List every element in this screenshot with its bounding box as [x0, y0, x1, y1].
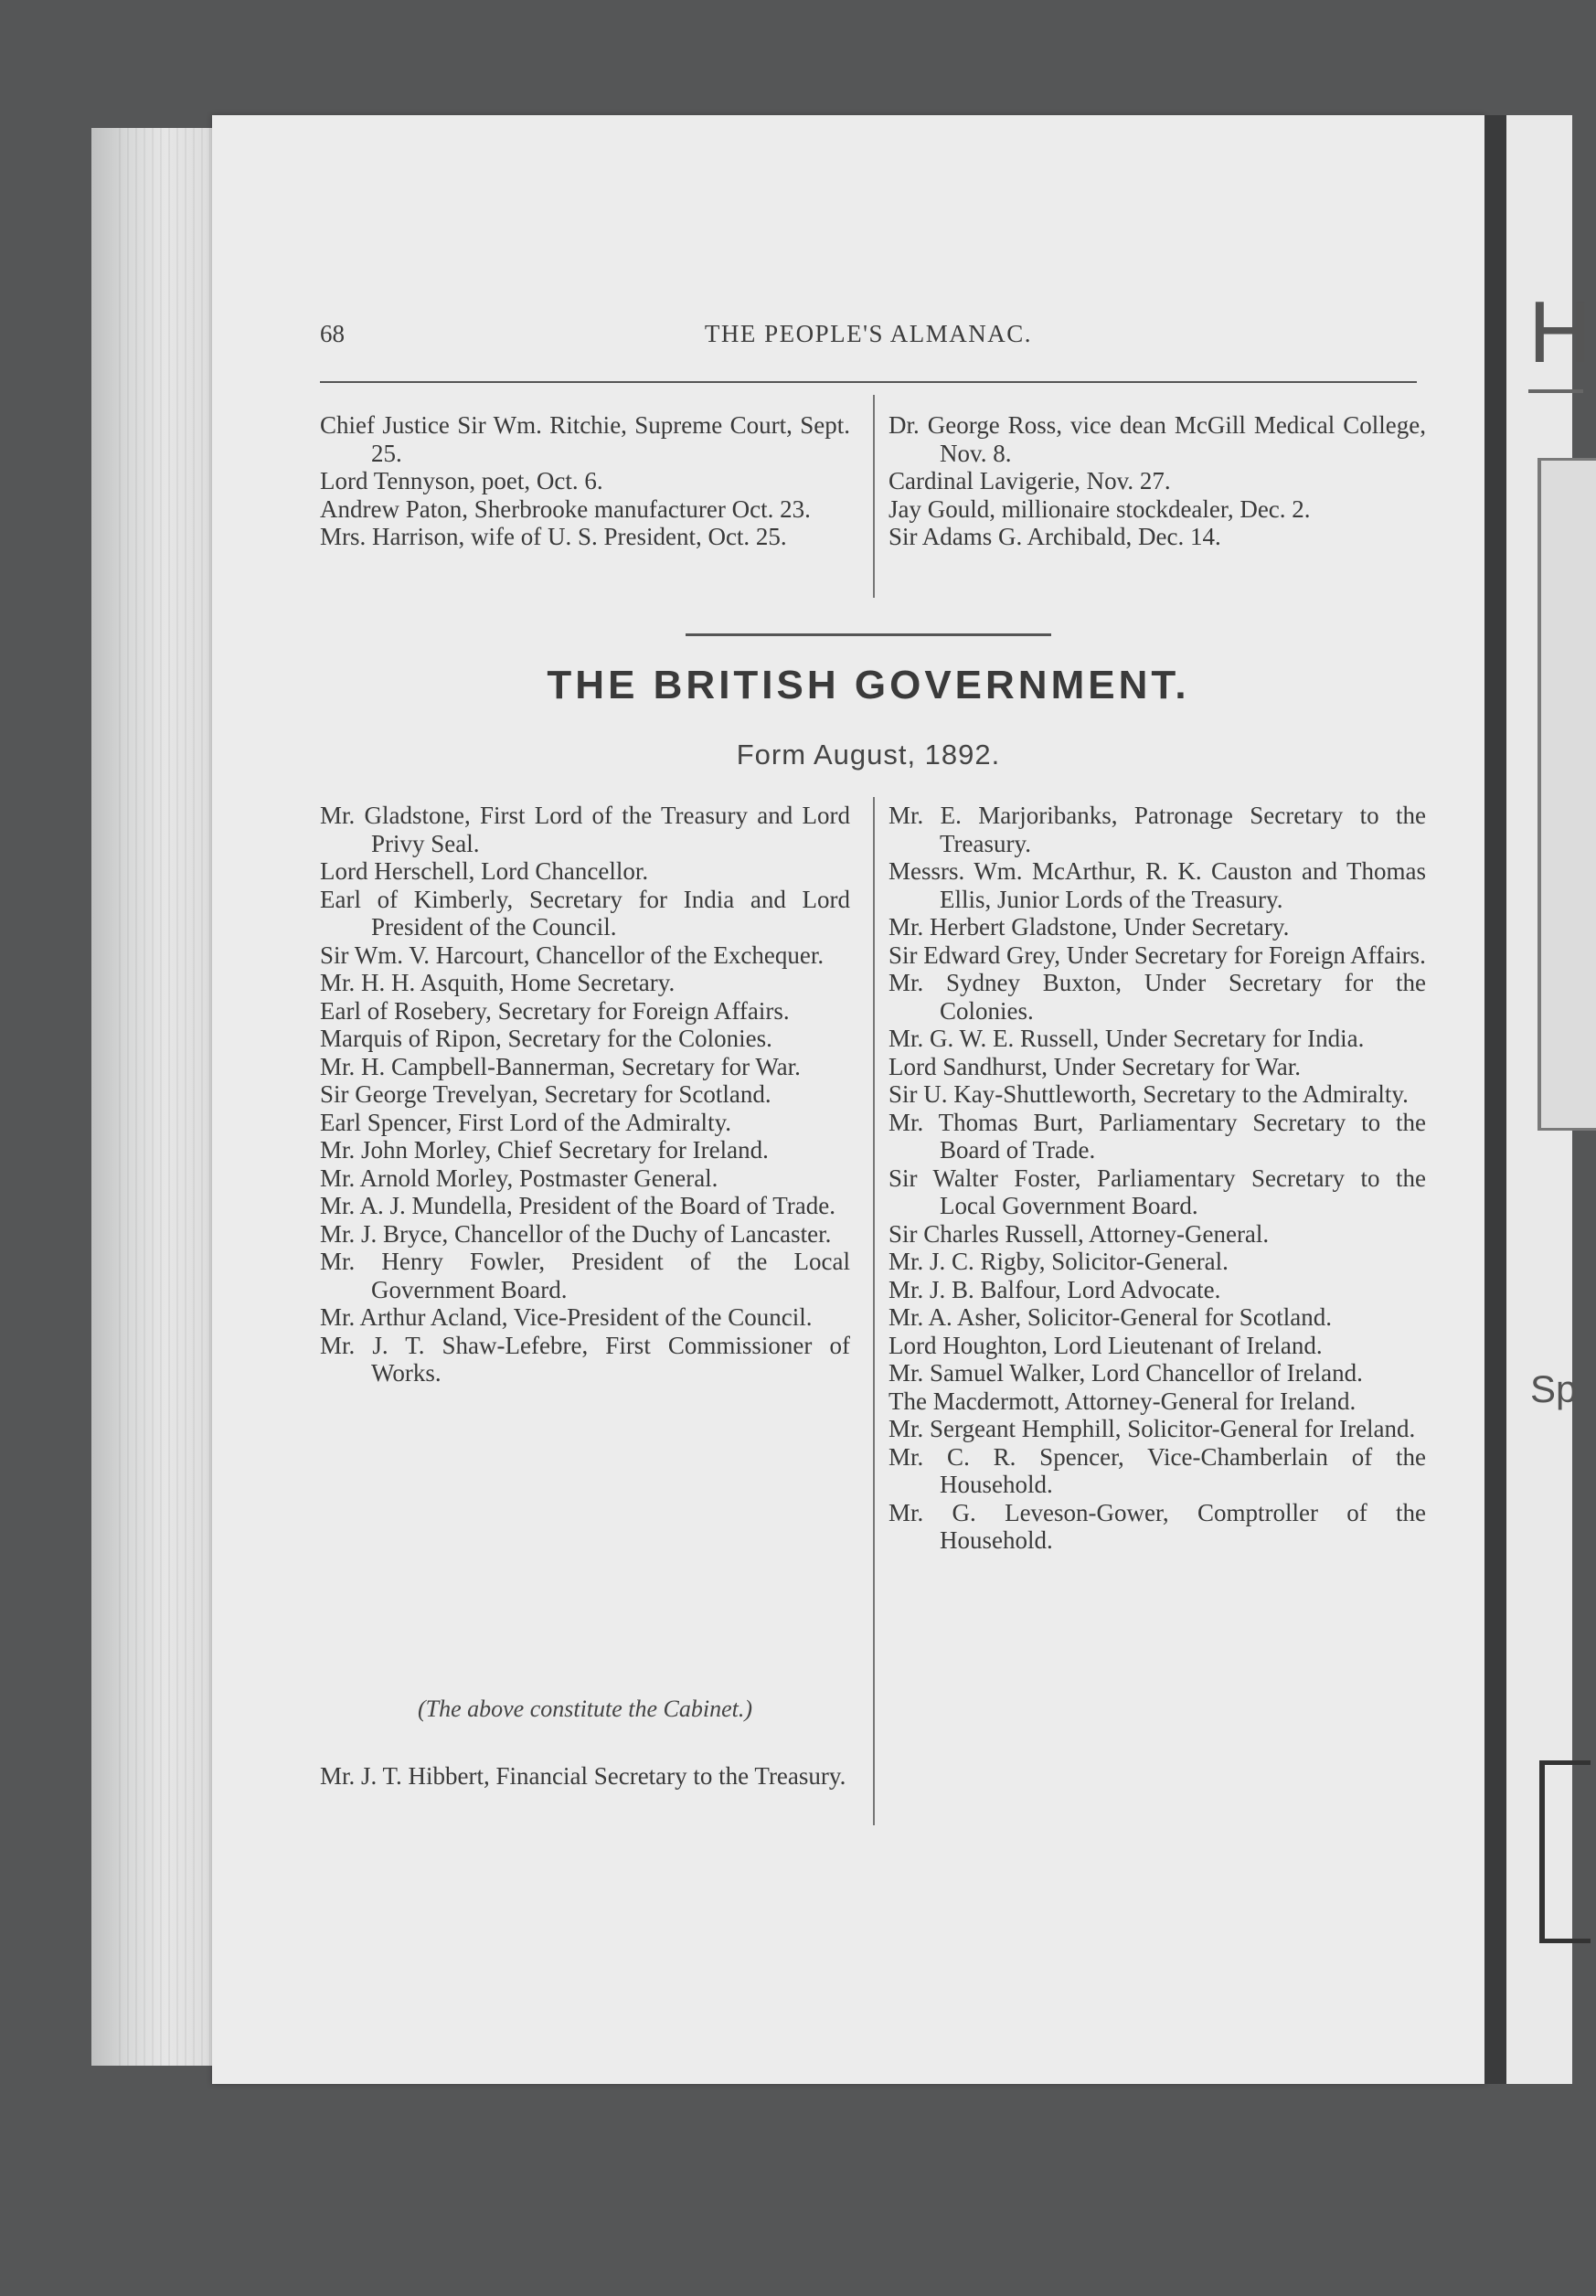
government-entry: Mr. J. C. Rigby, Solicitor-General.: [888, 1248, 1229, 1275]
deaths-entry: Chief Justice Sir Wm. Ritchie, Supreme Court, Sept. 25.: [320, 411, 850, 467]
government-entry: Lord Sandhurst, Under Secretary for War.: [888, 1052, 1301, 1080]
government-entry: Mr. J. B. Balfour, Lord Advocate.: [888, 1275, 1221, 1303]
page-number: 68: [320, 320, 345, 347]
column-divider-top: [873, 395, 875, 598]
government-entry: Mr. G. W. E. Russell, Under Secretary for India.: [888, 1025, 1365, 1052]
government-entry: Earl of Kimberly, Secretary for India and Lord President of the Council.: [320, 885, 850, 941]
government-entry: Mr. Henry Fowler, President of the Local Government Board.: [320, 1248, 850, 1303]
government-entry: Lord Houghton, Lord Lieutenant of Ireland.: [888, 1331, 1323, 1359]
government-entry: Mr. C. R. Spencer, Vice-Chamberlain of the Household.: [888, 1442, 1426, 1498]
government-entry: Earl of Rosebery, Secretary for Foreign Affairs.: [320, 996, 790, 1025]
deaths-entry: Andrew Paton, Sherbrooke manufacturer Oct. 23.: [320, 494, 811, 523]
government-entry: The Macdermott, Attorney-General for Ireland.: [888, 1387, 1357, 1415]
government-entry: Mr. Herbert Gladstone, Under Secretary.: [888, 913, 1290, 941]
government-entry: Mr. Arnold Morley, Postmaster General.: [320, 1164, 718, 1192]
running-title: THE PEOPLE'S ALMANAC.: [704, 320, 1033, 347]
adjacent-page: [1506, 115, 1592, 2084]
government-entry: Lord Herschell, Lord Chancellor.: [320, 857, 649, 885]
government-entry: Mr. Arthur Acland, Vice-President of the Council.: [320, 1303, 813, 1331]
government-entry: Sir George Trevelyan, Secretary for Scotland.: [320, 1080, 771, 1108]
deaths-right-column: [888, 411, 1426, 551]
government-entry: Sir Walter Foster, Parliamentary Secretary to the Local Government Board.: [888, 1164, 1426, 1219]
government-entry: Mr. G. Leveson-Gower, Comptroller of the Household.: [888, 1498, 1426, 1554]
deaths-entry: Lord Tennyson, poet, Oct. 6.: [320, 467, 603, 494]
column-divider-main: [873, 797, 875, 1825]
cabinet-right-column: [888, 802, 1426, 1555]
government-entry: Mr. Thomas Burt, Parliamentary Secretary to the Board of Trade.: [888, 1108, 1426, 1164]
government-entry: Mr. J. T. Hibbert, Financial Secretary to the Treasury.: [320, 1762, 846, 1790]
government-entry: Mr. Sergeant Hemphill, Solicitor-General for Ireland.: [888, 1415, 1416, 1442]
government-entry: Marquis of Ripon, Secretary for the Colonies.: [320, 1025, 772, 1052]
government-entry: Mr. Samuel Walker, Lord Chancellor of Ireland.: [888, 1359, 1363, 1387]
government-entry: Earl Spencer, First Lord of the Admiralty.: [320, 1108, 732, 1136]
section-subtitle: Form August, 1892.: [736, 739, 1001, 771]
government-entry: Sir Charles Russell, Attorney-General.: [888, 1219, 1270, 1248]
adjacent-page-illustration-frame: [1537, 458, 1596, 1131]
adjacent-page-text-fragment: Sp: [1530, 1367, 1578, 1410]
book-gutter: [1484, 115, 1506, 2084]
government-entry: Messrs. Wm. McArthur, R. K. Causton and Thomas Ellis, Junior Lords of the Treasury.: [888, 857, 1426, 913]
section-title: THE BRITISH GOVERNMENT.: [547, 663, 1190, 707]
government-entry: Mr. A. J. Mundella, President of the Board of Trade.: [320, 1192, 835, 1219]
government-entry: Sir Wm. V. Harcourt, Chancellor of the Exchequer.: [320, 941, 825, 969]
government-entry: Mr. J. T. Shaw-Lefebre, First Commissioner of Works.: [320, 1331, 850, 1387]
government-entry: Mr. Gladstone, First Lord of the Treasury and Lord Privy Seal.: [320, 802, 850, 857]
page-stack-lines: [119, 128, 210, 2066]
deaths-entry: Mrs. Harrison, wife of U. S. President, Oct. 25.: [320, 523, 787, 550]
deaths-entry: Sir Adams G. Archibald, Dec. 14.: [888, 523, 1221, 550]
section-separator-rule: [686, 633, 1051, 636]
government-entry: Mr. H. Campbell-Bannerman, Secretary for War.: [320, 1052, 801, 1080]
cabinet-left-after-note: [320, 1762, 850, 1791]
government-entry: Mr. E. Marjoribanks, Patronage Secretary to the Treasury.: [888, 802, 1426, 857]
deaths-entry: Cardinal Lavigerie, Nov. 27.: [888, 467, 1171, 494]
government-entry: Mr. A. Asher, Solicitor-General for Scotland.: [888, 1303, 1333, 1331]
deaths-entry: Dr. George Ross, vice dean McGill Medical College, Nov. 8.: [888, 411, 1426, 467]
government-entry: Mr. H. H. Asquith, Home Secretary.: [320, 969, 676, 996]
adjacent-page-rule: [1528, 389, 1583, 393]
deaths-left-column: [320, 411, 850, 551]
government-entry: Mr. Sydney Buxton, Under Secretary for the Colonies.: [888, 969, 1426, 1025]
adjacent-page-box-fragment: [1539, 1760, 1591, 1943]
header-rule: [320, 381, 1417, 383]
deaths-entry: Jay Gould, millionaire stockdealer, Dec. 2.: [888, 494, 1311, 523]
government-entry: Mr. J. Bryce, Chancellor of the Duchy of Lancaster.: [320, 1219, 832, 1248]
cabinet-note: (The above constitute the Cabinet.): [417, 1695, 753, 1722]
cabinet-left-column: [320, 802, 850, 1387]
running-head: [320, 320, 1417, 356]
adjacent-page-heading-fragment: H: [1528, 283, 1592, 381]
government-entry: Sir U. Kay-Shuttleworth, Secretary to the Admiralty.: [888, 1080, 1409, 1108]
government-entry: Sir Edward Grey, Under Secretary for Foreign Affairs.: [888, 941, 1426, 969]
government-entry: Mr. John Morley, Chief Secretary for Ireland.: [320, 1136, 769, 1164]
